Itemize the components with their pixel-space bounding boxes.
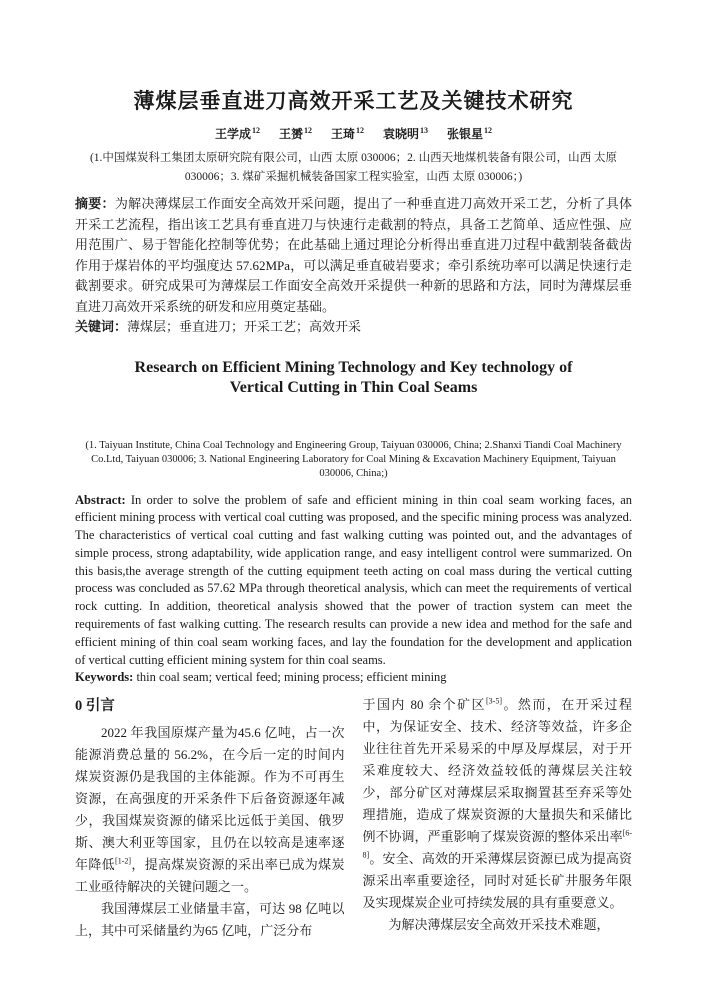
intro-two-column-section xyxy=(75,694,632,942)
author-affiliation-superscript: 12 xyxy=(251,126,260,135)
paragraph-text: 于国内 80 余个矿区 xyxy=(362,697,486,713)
author xyxy=(215,127,260,141)
intro-paragraph xyxy=(75,898,345,942)
author-affiliation-superscript: 12 xyxy=(356,126,364,135)
author-affiliation-superscript: 13 xyxy=(420,126,429,135)
author xyxy=(383,127,428,141)
author-affiliation-superscript: 12 xyxy=(303,126,312,135)
paragraph-text: ，提高煤炭资源的采出率已成为煤炭工业亟待解决的关键问题之一。 xyxy=(75,857,345,895)
citation-reference: [1-2] xyxy=(115,856,132,866)
keywords-zh xyxy=(75,317,632,338)
author-name: 张银星 xyxy=(447,127,484,141)
keywords-zh-text: 薄煤层；垂直进刀；开采工艺；高效开采 xyxy=(127,319,362,334)
keywords-en-label: Keywords: xyxy=(75,670,134,685)
abstract-zh xyxy=(75,194,632,317)
author-line xyxy=(75,125,632,142)
keywords-en xyxy=(75,669,632,687)
author xyxy=(447,127,492,141)
abstract-zh-text: 为解决薄煤层工作面安全高效开采问题，提出了一种垂直进刀高效开采工艺，分析了具体开采工艺流程，指出该工艺具有垂直进刀与快速行走截割的特点，具备工艺简单、适应性强、应用范围广、易于智能化控制等优势；在此基础上通过理论分析得出垂直进刀过程中截割装备截齿作用于煤岩体的平均强度达 57.62MPa，可以满足垂直破岩要求；牵引系统功率可以满足快速行走截割要求。研究成果可为薄煤层工作面安全高效开采提供一种新的思路和方法，同时为薄煤层垂直进刀高效开采系统的研发和应用奠定基础。 xyxy=(75,196,632,314)
author-affiliation-superscript: 12 xyxy=(484,126,493,135)
section-heading-introduction: 0 引言 xyxy=(75,698,115,715)
author xyxy=(279,127,312,141)
abstract-en xyxy=(75,492,632,670)
author xyxy=(331,127,364,141)
paragraph-text: 。安全、高效的开采薄煤层资源已成为提高资源采出率重要途径，同时对延长矿井服务年限及实现煤炭企业可持续发展的具有重要意义。 xyxy=(362,851,632,911)
intro-paragraph xyxy=(75,722,345,898)
abstract-en-text: In order to solve the problem of safe and efficient mining in thin coal seam working faces, an efficient mining process with vertical coal cutting was proposed, and the specific mining process was analyzed. The characteristics of vertical coal cutting and fast walking cutting was pointed out, and the advantages of simple process, strong adaptability, wide application range, and easy intelligent control were summarized. On this basis,the average strength of the cutting equipment teeth acting on coal mass during the vertical cutting process was concluded as 57.62 MPa through theoretical analysis, which can meet the requirements of vertical rock cutting. In addition, theoretical analysis showed that the power of traction system can meet the requirements of fast walking cutting. The research results can provide a new idea and method for the safe and efficient mining of thin coal seam working faces, and lay the foundation for the development and application of vertical cutting efficient mining system for thin coal seams. xyxy=(75,492,632,667)
author-name: 袁晓明 xyxy=(383,127,420,141)
intro-right-column xyxy=(363,694,633,942)
paper-title-zh: 薄煤层垂直进刀高效开采工艺及关键技术研究 xyxy=(133,89,574,113)
citation-reference: [3-5] xyxy=(486,696,502,706)
affiliation-zh: (1.中国煤炭科工集团太原研究院有限公司，山西 太原 030006；2. 山西天地煤机装备有限公司，山西 太原 030006；3. 煤矿采掘机械装备国家工程实验室，山西 太原 030006；) xyxy=(89,152,618,183)
affiliation-en: (1. Taiyuan Institute, China Coal Technology and Engineering Group, Taiyuan 030006, China; 2.Shanxi Tiandi Coal Machinery Co.Ltd, Taiyuan 030006; 3. National Engineering Laboratory for Coal Mining & Excavation Machinery Equipment, Taiyuan 030006, China;) xyxy=(85,439,622,479)
intro-paragraph xyxy=(363,914,633,936)
keywords-zh-label: 关键词： xyxy=(75,319,128,334)
author-name: 王琦 xyxy=(330,127,355,141)
author-name: 王学成 xyxy=(214,127,251,141)
author-name: 王赟 xyxy=(278,127,303,141)
abstract-zh-label: 摘要： xyxy=(75,196,115,211)
paragraph-text: 我国薄煤层工业储量丰富，可达 98 亿吨以上，其中可采储量约为65 亿吨，广泛分布 xyxy=(75,901,345,939)
paragraph-text: 。然而，在开采过程中，为保证安全、技术、经济等效益，许多企业往往首先开采易采的中厚及厚煤层，对于开采难度较大、经济效益较低的薄煤层关注较少，部分矿区对薄煤层采取搁置甚至弃采等处理措施，造成了煤炭资源的大量损失和采储比例不协调，严重影响了煤炭资源的整体采出率 xyxy=(362,697,632,845)
keywords-en-text: thin coal seam; vertical feed; mining process; efficient mining xyxy=(133,670,447,685)
paragraph-text: 2022 年我国原煤产量为45.6 亿吨，占一次能源消费总量的 56.2%，在今后一定的时间内煤炭资源仍是我国的主体能源。作为不可再生资源，在高强度的开采条件下后备资源逐年减少，我国煤炭资源的储采比远低于美国、俄罗斯、澳大利亚等国家，且仍在以较高是速率逐年降低 xyxy=(75,725,345,873)
paper-title-en: Research on Efficient Mining Technology and Key technology of Vertical Cutting in Thin Coal Seams xyxy=(134,358,573,396)
intro-paragraph-continuation xyxy=(363,694,633,914)
paragraph-text: 为解决薄煤层安全高效开采技术难题， xyxy=(388,917,610,933)
abstract-en-label: Abstract: xyxy=(75,492,126,507)
citation-reference: [6-8] xyxy=(362,828,632,860)
intro-left-column xyxy=(75,694,345,942)
